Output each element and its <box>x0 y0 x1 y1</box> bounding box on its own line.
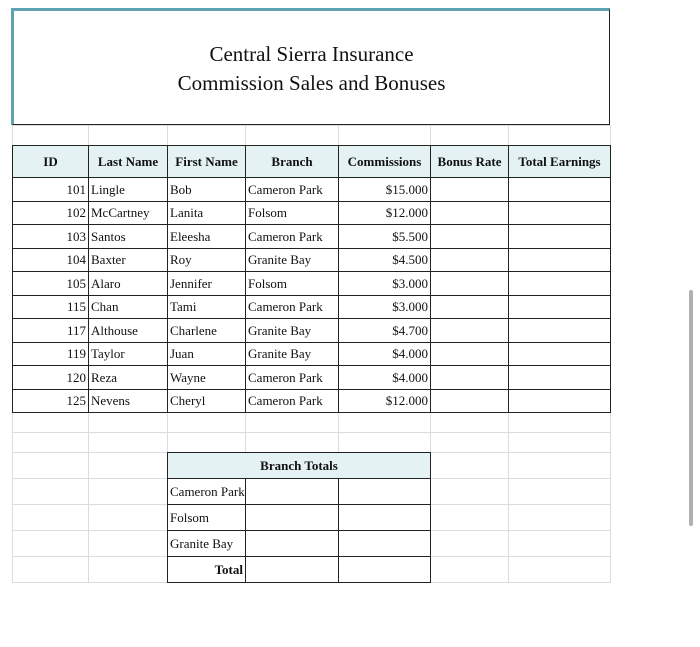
branch-totals-value1[interactable] <box>245 478 339 505</box>
branch-totals-value1[interactable] <box>245 530 339 557</box>
branch-totals-label[interactable]: Folsom <box>167 504 246 531</box>
table-cell-id[interactable]: 117 <box>12 318 89 343</box>
grid-row-line <box>12 432 610 433</box>
table-cell-branch[interactable]: Folsom <box>245 201 339 226</box>
table-cell-branch[interactable]: Folsom <box>245 271 339 296</box>
table-cell-total_earnings[interactable] <box>508 389 611 414</box>
column-header-4[interactable]: Commissions <box>338 145 431 178</box>
vertical-scrollbar[interactable] <box>689 290 693 526</box>
table-cell-last[interactable]: Alaro <box>88 271 168 296</box>
table-cell-id[interactable]: 120 <box>12 365 89 390</box>
column-header-6[interactable]: Total Earnings <box>508 145 611 178</box>
table-cell-last[interactable]: Reza <box>88 365 168 390</box>
report-title: Central Sierra Insurance <box>209 42 414 66</box>
table-cell-first[interactable]: Tami <box>167 295 246 320</box>
table-cell-id[interactable]: 103 <box>12 224 89 249</box>
table-cell-branch[interactable]: Granite Bay <box>245 248 339 273</box>
branch-totals-value2[interactable] <box>338 530 431 557</box>
table-cell-total_earnings[interactable] <box>508 224 611 249</box>
table-cell-commissions[interactable]: $12.000 <box>338 389 431 414</box>
branch-totals-total-value2[interactable] <box>338 556 431 583</box>
column-header-2[interactable]: First Name <box>167 145 246 178</box>
table-cell-branch[interactable]: Granite Bay <box>245 318 339 343</box>
table-cell-commissions[interactable]: $4.000 <box>338 342 431 367</box>
table-cell-commissions[interactable]: $12.000 <box>338 201 431 226</box>
table-cell-total_earnings[interactable] <box>508 318 611 343</box>
table-cell-bonus_rate[interactable] <box>430 201 509 226</box>
table-cell-last[interactable]: Lingle <box>88 177 168 202</box>
table-cell-first[interactable]: Lanita <box>167 201 246 226</box>
table-cell-bonus_rate[interactable] <box>430 318 509 343</box>
table-cell-branch[interactable]: Cameron Park <box>245 365 339 390</box>
branch-totals-value1[interactable] <box>245 504 339 531</box>
column-header-1[interactable]: Last Name <box>88 145 168 178</box>
table-cell-id[interactable]: 104 <box>12 248 89 273</box>
table-cell-commissions[interactable]: $15.000 <box>338 177 431 202</box>
table-cell-total_earnings[interactable] <box>508 342 611 367</box>
branch-totals-total-label: Total <box>167 556 246 583</box>
table-cell-last[interactable]: Althouse <box>88 318 168 343</box>
branch-totals-value2[interactable] <box>338 478 431 505</box>
table-cell-id[interactable]: 102 <box>12 201 89 226</box>
report-subtitle: Commission Sales and Bonuses <box>177 71 446 95</box>
table-cell-commissions[interactable]: $4.500 <box>338 248 431 273</box>
table-cell-commissions[interactable]: $3.000 <box>338 295 431 320</box>
table-cell-last[interactable]: Taylor <box>88 342 168 367</box>
table-cell-first[interactable]: Wayne <box>167 365 246 390</box>
table-cell-branch[interactable]: Cameron Park <box>245 295 339 320</box>
table-cell-id[interactable]: 105 <box>12 271 89 296</box>
table-cell-id[interactable]: 125 <box>12 389 89 414</box>
grid-row-line <box>12 125 610 126</box>
table-cell-bonus_rate[interactable] <box>430 295 509 320</box>
table-cell-total_earnings[interactable] <box>508 248 611 273</box>
table-cell-bonus_rate[interactable] <box>430 177 509 202</box>
table-cell-total_earnings[interactable] <box>508 271 611 296</box>
table-cell-branch[interactable]: Granite Bay <box>245 342 339 367</box>
table-cell-bonus_rate[interactable] <box>430 342 509 367</box>
table-cell-commissions[interactable]: $3.000 <box>338 271 431 296</box>
table-cell-id[interactable]: 101 <box>12 177 89 202</box>
table-cell-commissions[interactable]: $4.000 <box>338 365 431 390</box>
table-cell-first[interactable]: Juan <box>167 342 246 367</box>
branch-totals-header: Branch Totals <box>167 452 431 479</box>
table-cell-bonus_rate[interactable] <box>430 224 509 249</box>
table-cell-branch[interactable]: Cameron Park <box>245 177 339 202</box>
table-cell-commissions[interactable]: $5.500 <box>338 224 431 249</box>
table-cell-total_earnings[interactable] <box>508 365 611 390</box>
table-cell-bonus_rate[interactable] <box>430 389 509 414</box>
table-cell-last[interactable]: Baxter <box>88 248 168 273</box>
table-cell-first[interactable]: Cheryl <box>167 389 246 414</box>
table-cell-last[interactable]: Santos <box>88 224 168 249</box>
column-header-3[interactable]: Branch <box>245 145 339 178</box>
table-cell-commissions[interactable]: $4.700 <box>338 318 431 343</box>
table-cell-branch[interactable]: Cameron Park <box>245 224 339 249</box>
table-cell-first[interactable]: Charlene <box>167 318 246 343</box>
table-cell-first[interactable]: Bob <box>167 177 246 202</box>
column-header-5[interactable]: Bonus Rate <box>430 145 509 178</box>
table-cell-total_earnings[interactable] <box>508 295 611 320</box>
table-cell-first[interactable]: Jennifer <box>167 271 246 296</box>
table-cell-first[interactable]: Eleesha <box>167 224 246 249</box>
spreadsheet-grid[interactable] <box>12 125 610 583</box>
title-box <box>11 8 610 125</box>
table-cell-last[interactable]: Nevens <box>88 389 168 414</box>
column-header-0[interactable]: ID <box>12 145 89 178</box>
branch-totals-value2[interactable] <box>338 504 431 531</box>
table-cell-bonus_rate[interactable] <box>430 248 509 273</box>
table-cell-id[interactable]: 115 <box>12 295 89 320</box>
table-cell-branch[interactable]: Cameron Park <box>245 389 339 414</box>
table-cell-total_earnings[interactable] <box>508 177 611 202</box>
table-cell-bonus_rate[interactable] <box>430 365 509 390</box>
table-cell-last[interactable]: McCartney <box>88 201 168 226</box>
table-cell-last[interactable]: Chan <box>88 295 168 320</box>
table-cell-bonus_rate[interactable] <box>430 271 509 296</box>
table-cell-first[interactable]: Roy <box>167 248 246 273</box>
table-cell-id[interactable]: 119 <box>12 342 89 367</box>
branch-totals-label[interactable]: Cameron Park <box>167 478 246 505</box>
table-cell-total_earnings[interactable] <box>508 201 611 226</box>
branch-totals-label[interactable]: Granite Bay <box>167 530 246 557</box>
branch-totals-total-value1[interactable] <box>245 556 339 583</box>
